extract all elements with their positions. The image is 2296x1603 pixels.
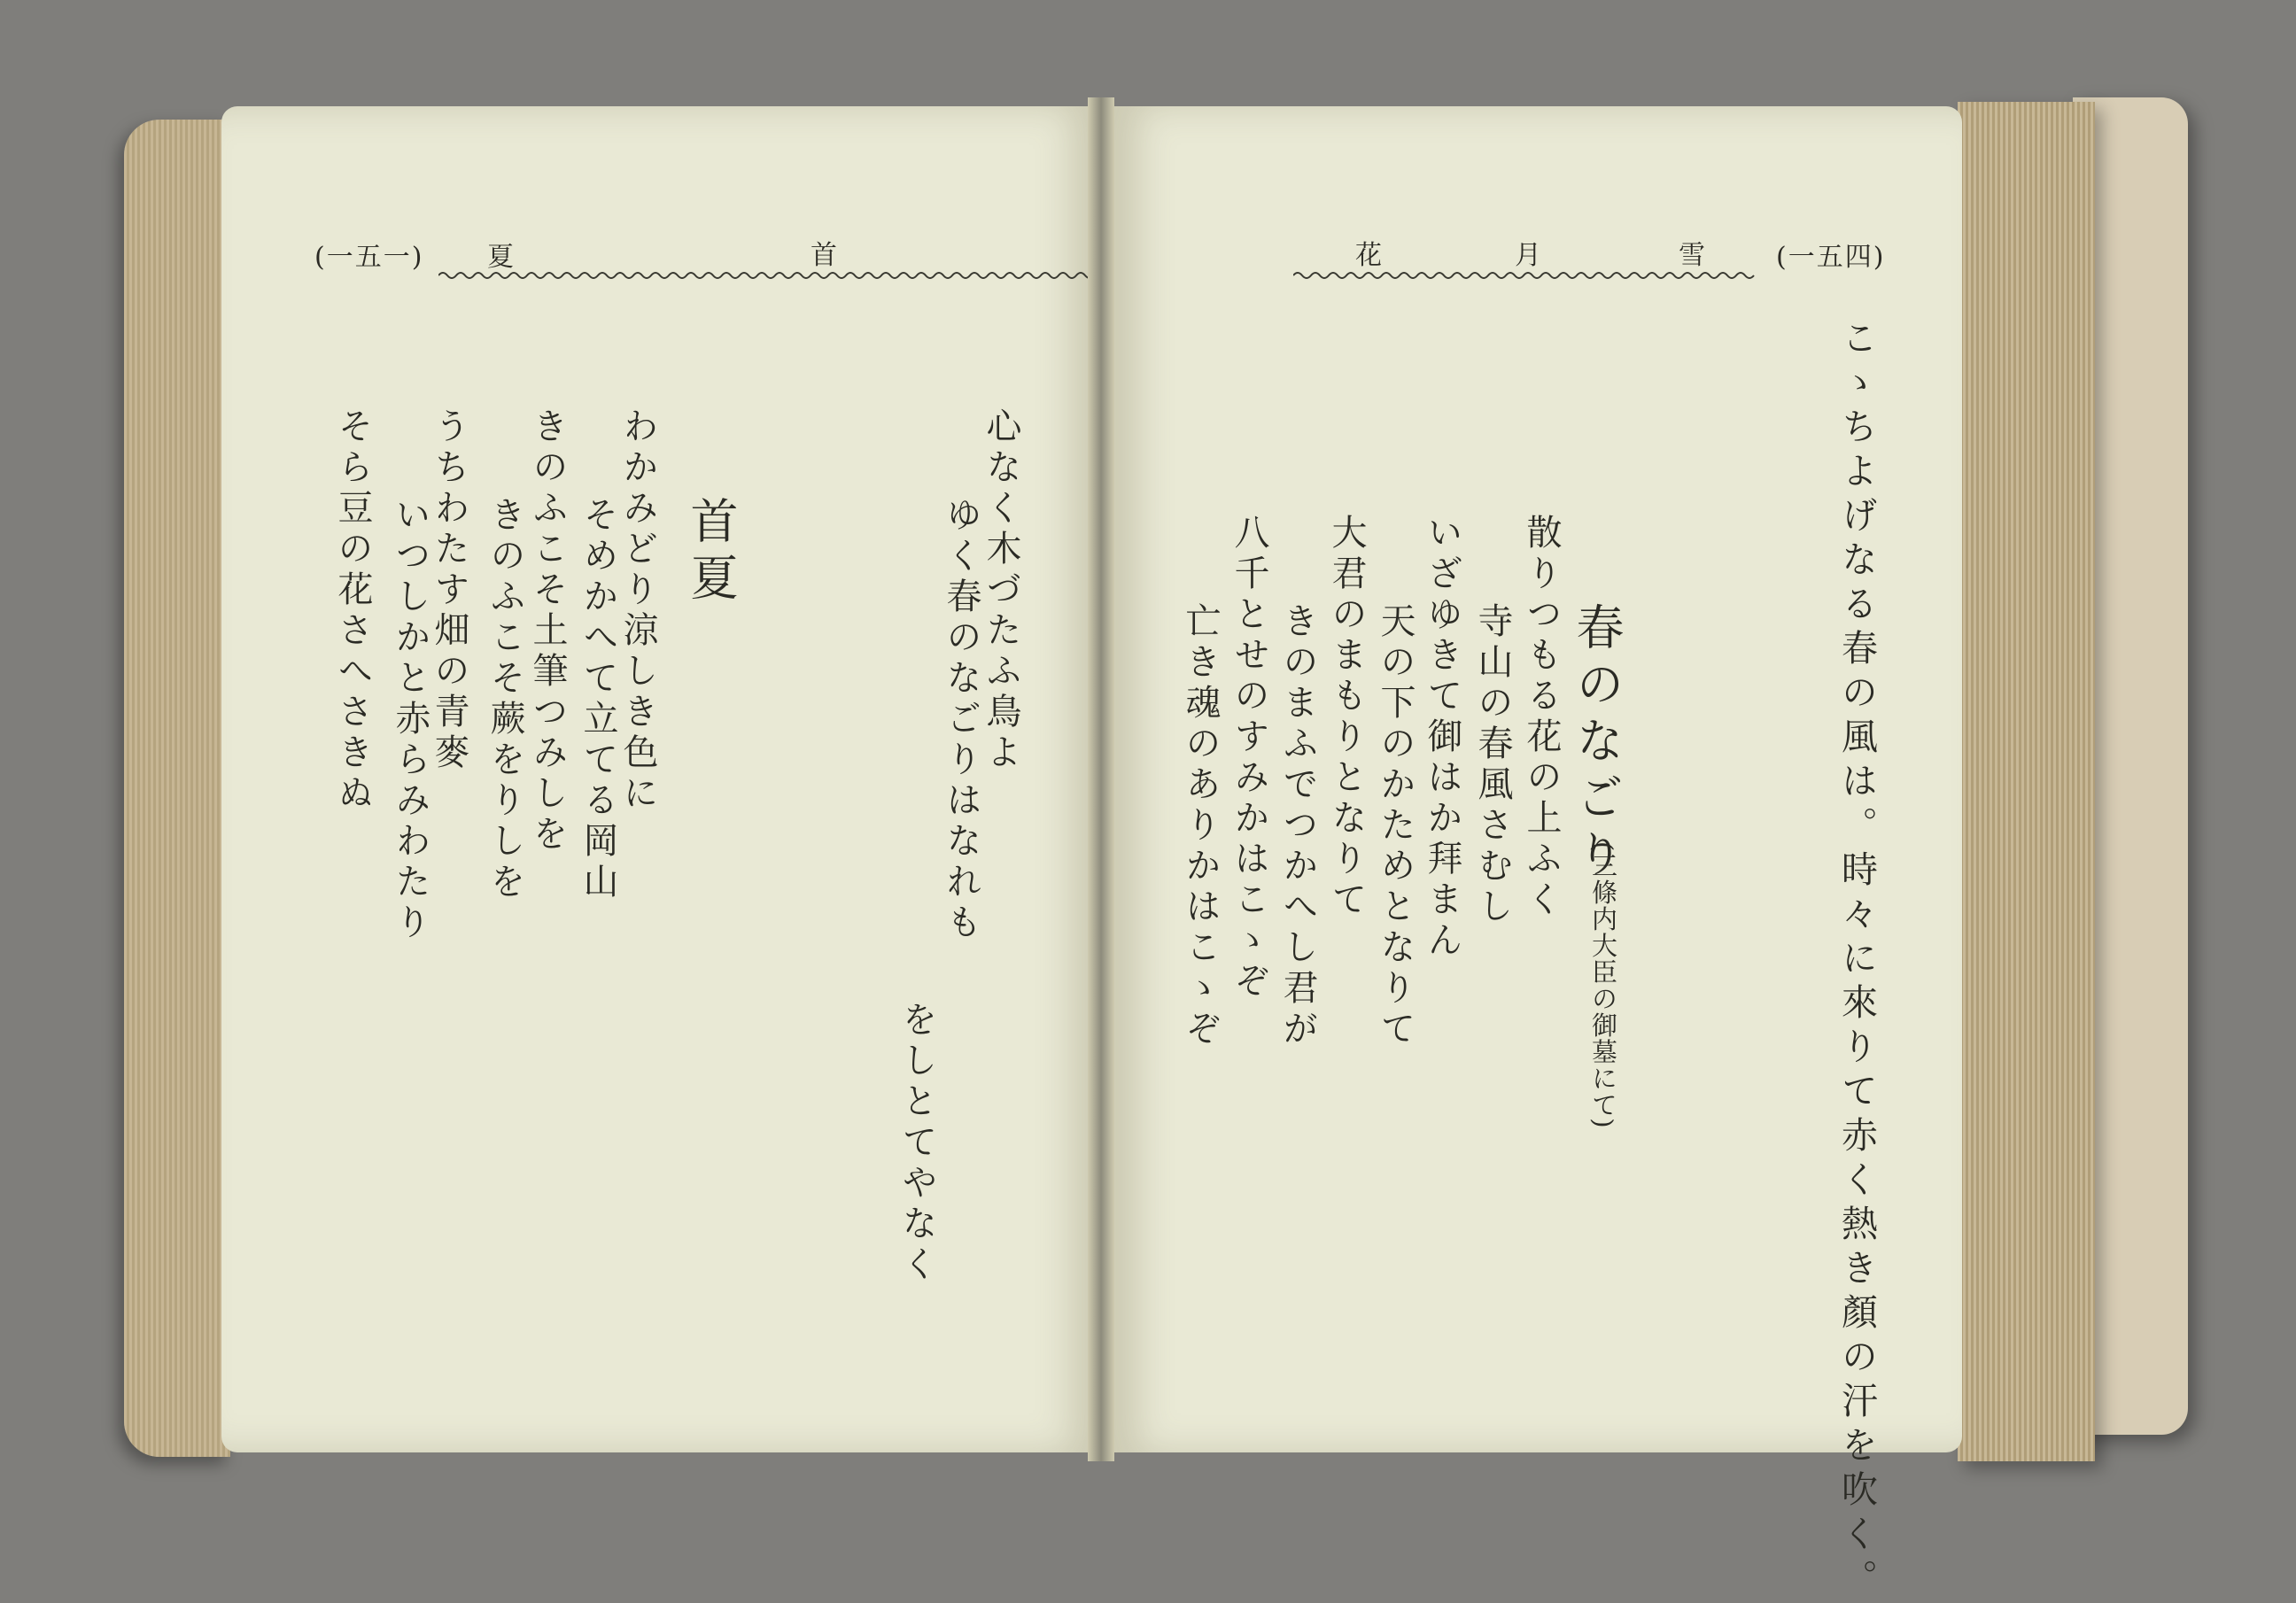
- poem-line-1: 散りつもる花の上ふく: [1521, 514, 1562, 921]
- running-head-right-1: 花: [1355, 240, 1384, 271]
- poem1-line-1: 心なく木づたふ鳥よ: [981, 407, 1021, 774]
- poem2-line-7: そら豆の花さへさきぬ: [332, 407, 373, 815]
- poem-line-4: 天の下のかためとなりて: [1375, 602, 1416, 1050]
- left-page: [221, 106, 1098, 1452]
- prose-line: こゝちよげなる春の風は。時々に來りて赤く熱き顏の汗を吹く。: [1835, 319, 1878, 1603]
- poem2-line-4: きのふこそ蕨をりしを: [485, 496, 525, 903]
- poem-line-6: きのまふでつかへし君が: [1277, 602, 1318, 1050]
- poem2-line-2: そめかへて立てる岡山: [578, 496, 618, 903]
- poem1-line-3: をしとてやなく: [896, 1001, 937, 1286]
- poem-line-3: いざゆきて御はか拜まん: [1422, 514, 1462, 962]
- running-head-left-summer: 夏: [487, 242, 516, 273]
- poem-line-2: 寺山の春風さむし: [1472, 602, 1513, 928]
- section-title-right: 春のなごり: [1569, 602, 1625, 886]
- poem1-line-2: ゆく春のなごりはなれも: [941, 496, 981, 944]
- right-page: [1112, 106, 1962, 1603]
- poem-line-8: 亡き魂のありかはこゝぞ: [1180, 602, 1221, 1050]
- running-head-left-head: 首: [811, 240, 839, 271]
- poem2-line-3: きのふこそ土筆つみしを: [527, 407, 568, 856]
- running-head-right-2: 月: [1515, 240, 1543, 271]
- book-gutter: [1088, 97, 1114, 1461]
- poem-line-5: 大君のまもりとなりて: [1326, 514, 1367, 921]
- poem2-line-6: いつしかと赤らみわたり: [390, 496, 430, 944]
- wavy-rule-left: [438, 268, 1134, 283]
- section-title-left: 首夏: [683, 496, 739, 609]
- page-number-left: (一五一): [314, 242, 424, 273]
- right-page-block-edge: [1958, 102, 2095, 1461]
- page-number-right: (一五四): [1776, 242, 1886, 273]
- wavy-rule-right: [1293, 268, 1763, 283]
- poem2-line-5: うちわたす畑の青麥: [429, 407, 469, 774]
- poem-line-7: 八千とせのすみかはこゝぞ: [1229, 514, 1269, 1003]
- left-page-block-edge: [124, 120, 230, 1457]
- section-note: (三條内大臣の御墓にて): [1588, 841, 1618, 1129]
- poem2-line-1: わかみどり涼しき色に: [617, 407, 658, 815]
- running-head-right-3: 雪: [1679, 240, 1707, 271]
